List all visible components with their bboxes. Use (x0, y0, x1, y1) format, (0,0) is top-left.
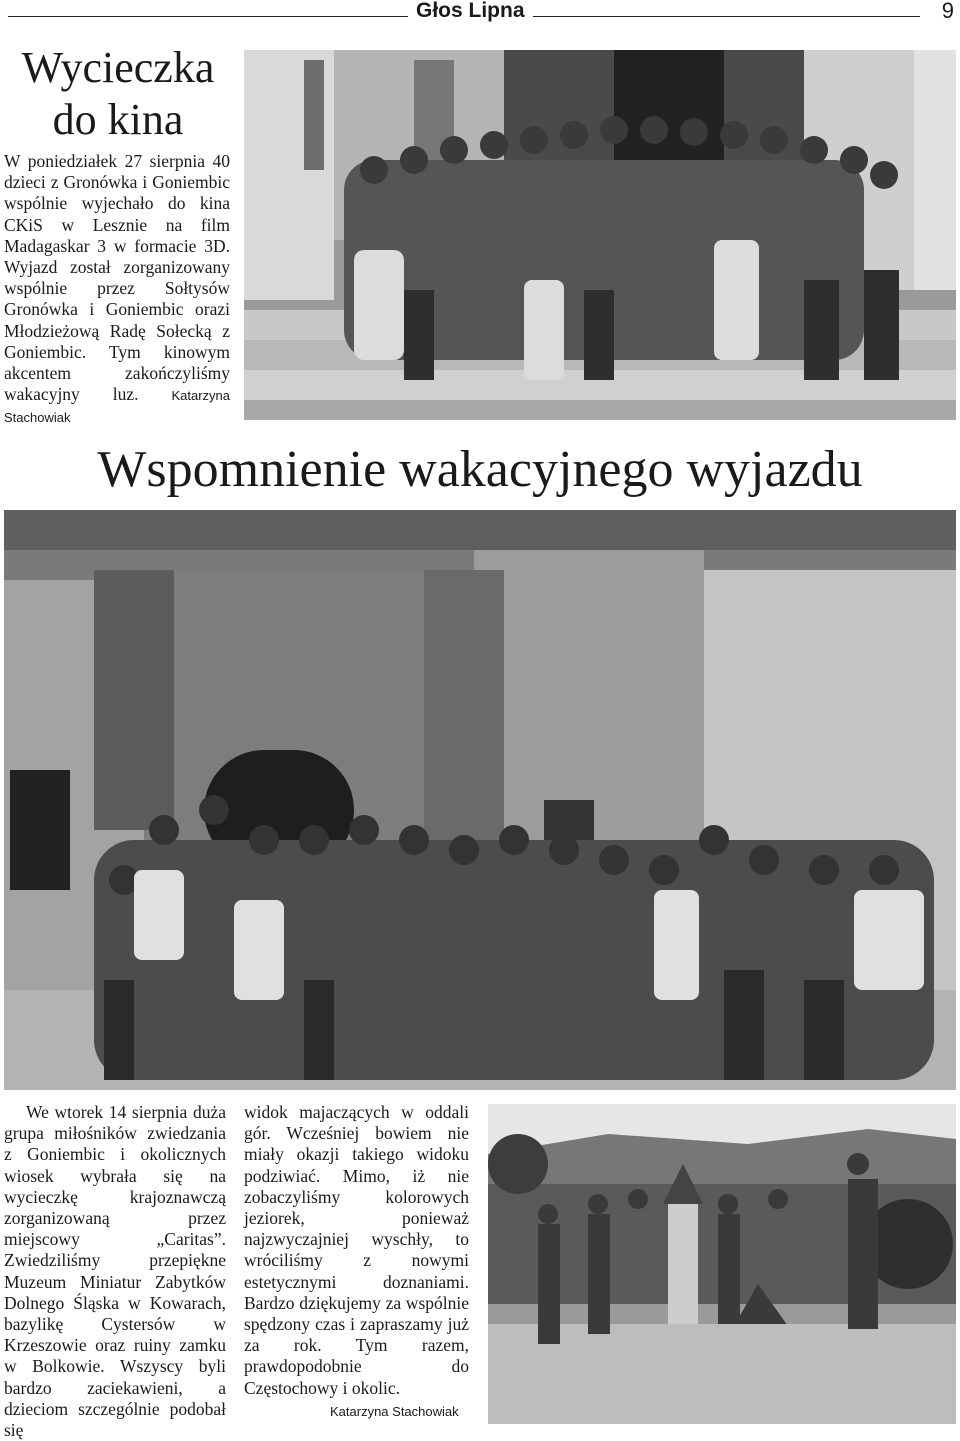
article1-title-line2: do kina (52, 95, 184, 144)
article2-column1: We wtorek 14 sierpnia duża grupa miłośników zwiedzania z Goniembic i okolicznych wiosek wybrała się na wycieczkę krajoznawczą zorganizowaną przez miejscowy „Caritas”. Zwiedziliśmy przepiękne Muzeum Miniatur Zabytków Dolnego Śląska w Kowarach, bazylikę Cystersów w Krzeszowie oraz ruiny zamku w Bolkowie. Wszyscy byli bardzo zaciekawieni, a dzieciom szczególnie podobał się (4, 1102, 226, 1441)
article1-title-line1: Wycieczka (21, 43, 215, 92)
article1-body (4, 151, 230, 429)
article1-text: W poniedziałek 27 sierpnia 40 dzieci z Gronówka i Goniembic wspólnie wyjechało do kina CKiS w Lesznie na film Madagaskar 3 w formacie 3D. Wyjazd został zorganizowany wspólnie przez Sołtysów Gronówka i Goniembic orazi Młodzieżową Radę Sołecką z Goniembic. Tym kinowym akcentem zakończyliśmy wakacyjny luz. (4, 151, 230, 405)
article2-column2: widok majaczących w oddali gór. Wcześniej bowiem nie miały okazji takiego widoku podziwiać. Mimo, iż nie zobaczyliśmy kolorowych jeziorek, ponieważ najzwyczajniej wyschły, to wróciliśmy z nowymi estetycznymi doznaniami. Bardzo dziękujemy za wspólnie spędzony czas i zapraszamy już za rok. Tym razem, prawdopodobnie do Częstochowy i okolic. (244, 1102, 469, 1398)
article1-title (0, 42, 236, 146)
article1-author: Katarzyna Stachowiak (4, 388, 231, 426)
basilica-group-photo (4, 510, 956, 1090)
article2-title: Wspomnienie wakacyjnego wyjazdu (97, 441, 863, 498)
cinema-group-photo (244, 50, 956, 420)
page-header (0, 0, 960, 24)
page-number: 9 (941, 0, 954, 23)
article2-author: Katarzyna Stachowiak (330, 1404, 459, 1419)
miniature-museum-photo (488, 1104, 956, 1424)
publication-title: Głos Lipna (408, 0, 533, 22)
